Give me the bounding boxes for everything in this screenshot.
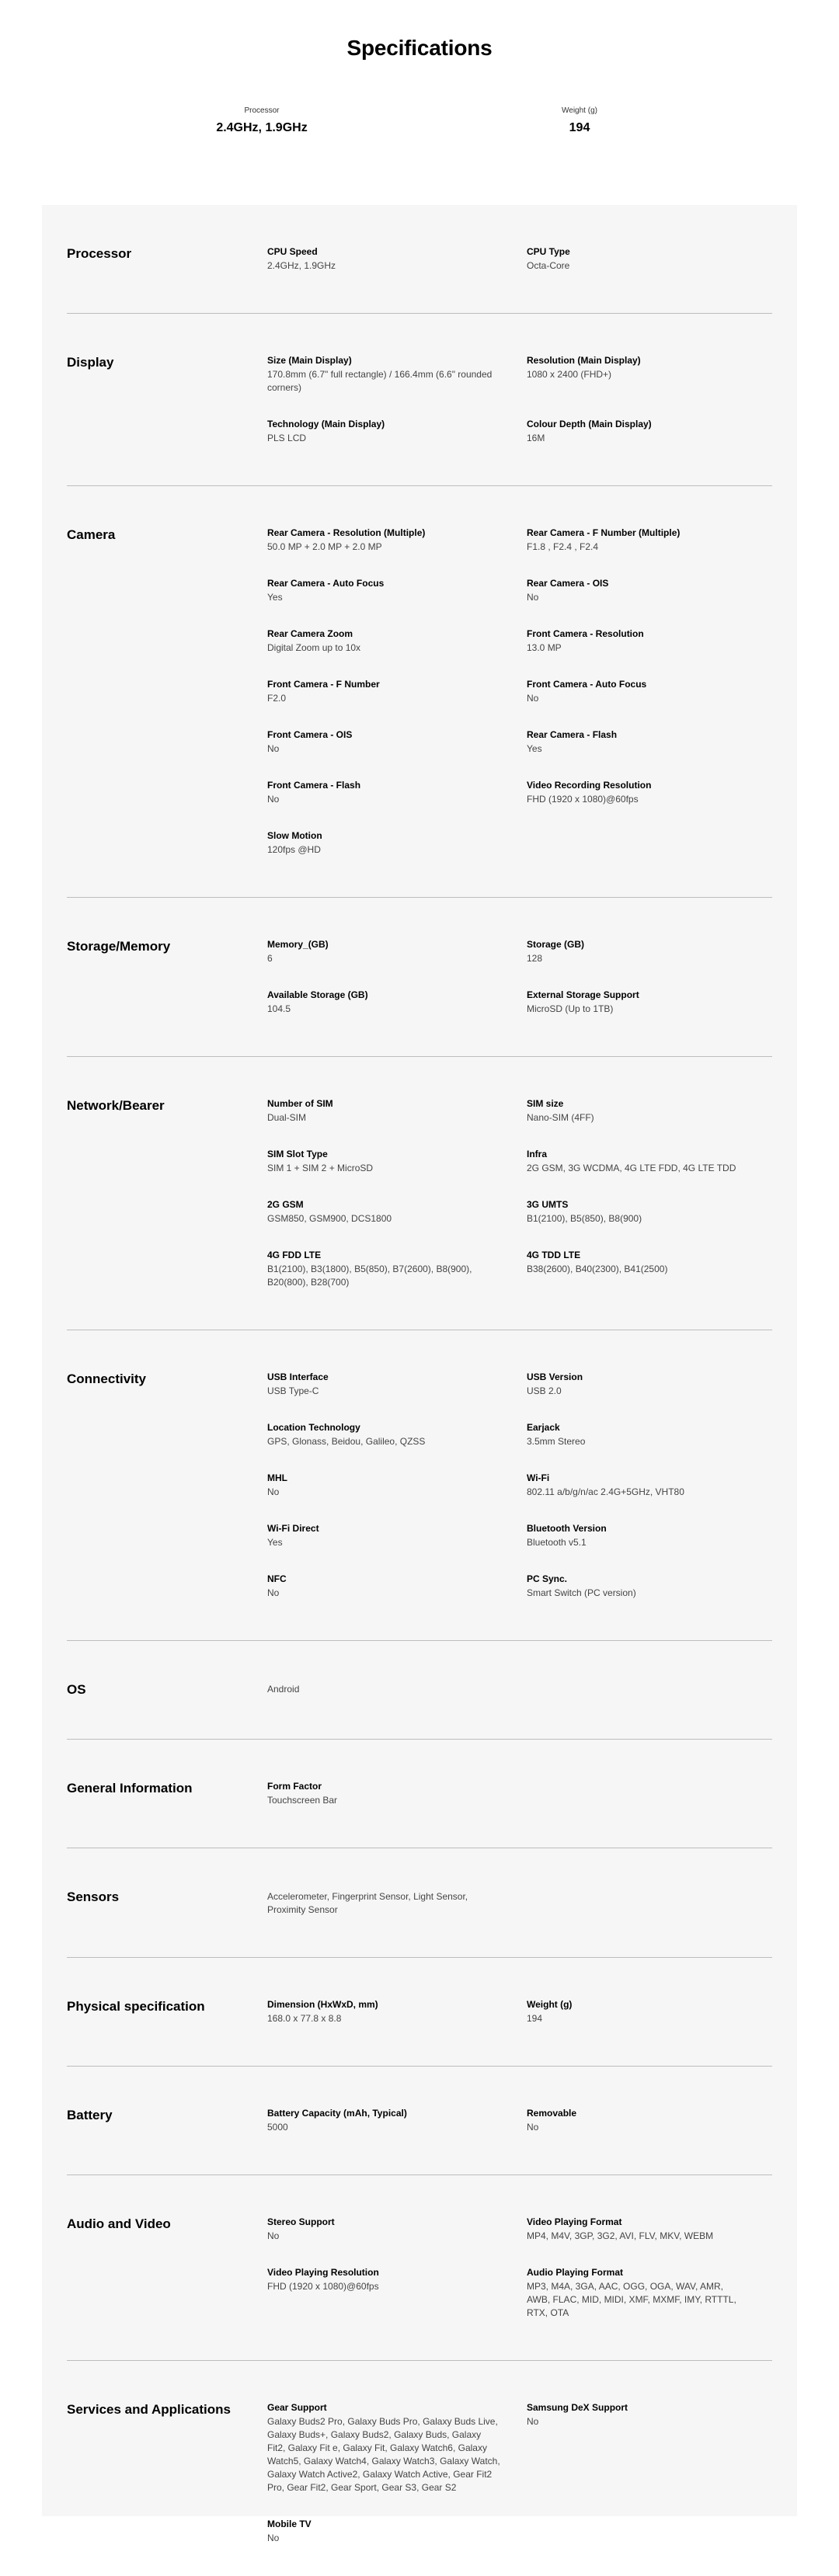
spec-label: CPU Type	[527, 246, 570, 257]
spec-section-connectivity	[67, 1330, 772, 1641]
spec-item	[267, 2518, 527, 2545]
spec-section-os	[67, 1641, 772, 1740]
spec-label: Wi-Fi	[527, 1472, 550, 1483]
section-title: Sensors	[67, 1889, 120, 1904]
spec-section-services-and-applications	[67, 2361, 772, 2576]
spec-item	[527, 2401, 772, 2494]
spec-label: USB Interface	[267, 1371, 329, 1382]
spec-label: Front Camera - Flash	[267, 780, 361, 791]
spec-label: Technology (Main Display)	[267, 419, 385, 429]
spec-item	[267, 2107, 527, 2134]
spec-label: Dimension (HxWxD, mm)	[267, 1999, 378, 2010]
spec-item	[527, 527, 772, 554]
spec-label: Video Playing Format	[527, 2216, 622, 2227]
spec-label: Battery Capacity (mAh, Typical)	[267, 2108, 407, 2119]
spec-label: USB Version	[527, 1371, 583, 1382]
spec-items	[267, 1780, 772, 1807]
spec-label: Rear Camera - F Number (Multiple)	[527, 527, 681, 538]
spec-value: 1080 x 2400 (FHD+)	[527, 369, 612, 380]
spec-item	[527, 1249, 772, 1289]
spec-value: No	[527, 592, 539, 603]
spec-value: Dual-SIM	[267, 1112, 307, 1123]
spec-label: Rear Camera - Auto Focus	[267, 578, 385, 589]
spec-value: SIM 1 + SIM 2 + MicroSD	[267, 1163, 374, 1173]
spec-label: Bluetooth Version	[527, 1523, 607, 1534]
specs-panel	[42, 205, 797, 2543]
spec-value: MicroSD (Up to 1TB)	[527, 1003, 614, 1014]
spec-item	[527, 1148, 772, 1175]
spec-label: Available Storage (GB)	[267, 989, 368, 1000]
spec-section-general-information	[67, 1740, 772, 1848]
spec-items	[267, 1681, 772, 1698]
spec-value: B1(2100), B5(850), B8(900)	[527, 1213, 642, 1224]
spec-item	[527, 779, 772, 806]
spec-item	[267, 1522, 527, 1549]
spec-item	[267, 1472, 527, 1499]
spec-label: Resolution (Main Display)	[527, 355, 641, 366]
spec-label: Colour Depth (Main Display)	[527, 419, 652, 429]
spec-item	[267, 829, 527, 857]
section-title: Camera	[67, 527, 116, 542]
spec-value: No	[267, 794, 280, 805]
spec-label: Stereo Support	[267, 2216, 335, 2227]
spec-label: 4G TDD LTE	[527, 1250, 581, 1260]
spec-label: Mobile TV	[267, 2519, 312, 2529]
spec-item	[267, 2266, 527, 2320]
spec-value: 120fps @HD	[267, 844, 321, 855]
spec-label: Earjack	[527, 1422, 560, 1433]
spec-highlights	[0, 106, 839, 160]
spec-items	[267, 2107, 772, 2134]
spec-label: Front Camera - Auto Focus	[527, 679, 647, 690]
highlight-value: 194	[569, 121, 590, 134]
spec-value: Digital Zoom up to 10x	[267, 642, 361, 653]
spec-label: Samsung DeX Support	[527, 2402, 628, 2413]
spec-value: No	[527, 693, 539, 704]
spec-value: 16M	[527, 433, 545, 443]
spec-item	[267, 1148, 527, 1175]
spec-value: Octa-Core	[527, 260, 570, 271]
spec-item	[267, 1249, 527, 1289]
spec-item	[527, 1472, 772, 1499]
spec-value: 194	[527, 2013, 543, 2024]
spec-label: NFC	[267, 1573, 287, 1584]
spec-label: SIM Slot Type	[267, 1149, 328, 1159]
spec-section-audio-and-video	[67, 2175, 772, 2361]
spec-label: PC Sync.	[527, 1573, 568, 1584]
spec-items	[267, 938, 772, 1016]
spec-value: 104.5	[267, 1003, 291, 1014]
spec-section-network-bearer	[67, 1057, 772, 1330]
spec-value: 5000	[267, 2122, 288, 2133]
section-title: Services and Applications	[67, 2402, 231, 2417]
spec-items	[267, 1097, 772, 1289]
spec-item	[527, 418, 772, 445]
spec-label: Wi-Fi Direct	[267, 1523, 319, 1534]
spec-label: Front Camera - F Number	[267, 679, 380, 690]
spec-value: F1.8 , F2.4 , F2.4	[527, 541, 599, 552]
spec-value: Android	[267, 1684, 300, 1695]
spec-label: Rear Camera Zoom	[267, 628, 353, 639]
spec-label: 4G FDD LTE	[267, 1250, 322, 1260]
spec-label: Location Technology	[267, 1422, 360, 1433]
spec-item	[267, 354, 527, 395]
spec-item	[527, 2216, 772, 2243]
spec-item	[527, 1198, 772, 1225]
spec-value: GSM850, GSM900, DCS1800	[267, 1213, 392, 1224]
section-title: Audio and Video	[67, 2216, 171, 2231]
spec-label: Rear Camera - OIS	[527, 578, 609, 589]
spec-item	[527, 1522, 772, 1549]
section-title: Storage/Memory	[67, 939, 171, 954]
spec-items	[267, 1998, 772, 2025]
spec-value: Galaxy Buds2 Pro, Galaxy Buds Pro, Galaxy Buds Live, Galaxy Buds+, Galaxy Buds2, Galaxy Buds, Galaxy Fit2, Galaxy Fit e, Galaxy Fit, Galaxy Watch6, Galaxy Watch5, Galaxy Watch4, Galaxy Watch3, Galaxy Watch, Galaxy Watch Active2, Galaxy Watch Active, Gear Fit2 Pro, Gear Fit2, Gear Sport, Gear S3, Gear S2	[267, 2416, 500, 2493]
spec-item	[267, 1998, 527, 2025]
spec-value: No	[267, 743, 280, 754]
spec-value: No	[267, 1486, 280, 1497]
spec-value: Yes	[267, 592, 283, 603]
spec-value: 2.4GHz, 1.9GHz	[267, 260, 336, 271]
spec-item	[527, 2107, 772, 2134]
spec-section-physical-specification	[67, 1958, 772, 2067]
spec-value: USB Type-C	[267, 1385, 319, 1396]
spec-section-camera	[67, 486, 772, 898]
spec-value: 802.11 a/b/g/n/ac 2.4G+5GHz, VHT80	[527, 1486, 684, 1497]
spec-value: 128	[527, 953, 543, 964]
spec-item	[267, 1097, 527, 1125]
spec-label: Rear Camera - Resolution (Multiple)	[267, 527, 426, 538]
spec-item	[527, 627, 772, 655]
spec-item	[267, 1573, 527, 1600]
spec-value: No	[527, 2122, 539, 2133]
spec-label: Audio Playing Format	[527, 2267, 624, 2278]
spec-item	[527, 354, 772, 395]
spec-section-storage-memory	[67, 898, 772, 1057]
spec-section-battery	[67, 2067, 772, 2175]
spec-item	[527, 1998, 772, 2025]
spec-items	[267, 2216, 772, 2320]
section-title: General Information	[67, 1781, 193, 1796]
spec-value: MP3, M4A, 3GA, AAC, OGG, OGA, WAV, AMR, AWB, FLAC, MID, MIDI, XMF, MXMF, IMY, RTTTL, RTX, OTA	[527, 2281, 736, 2318]
spec-item	[267, 1371, 527, 1398]
section-title: Connectivity	[67, 1371, 147, 1386]
spec-item	[527, 1573, 772, 1600]
spec-label: Size (Main Display)	[267, 355, 352, 366]
spec-item	[267, 527, 527, 554]
spec-item	[527, 245, 772, 273]
section-title: Display	[67, 355, 114, 370]
spec-item	[267, 245, 527, 273]
spec-items	[267, 527, 772, 857]
spec-value: Accelerometer, Fingerprint Sensor, Light Sensor, Proximity Sensor	[267, 1891, 468, 1915]
spec-item	[267, 728, 527, 756]
spec-item	[267, 577, 527, 604]
spec-label: Front Camera - Resolution	[527, 628, 644, 639]
spec-value: Smart Switch (PC version)	[527, 1587, 636, 1598]
highlight-weight	[479, 106, 681, 135]
spec-items	[267, 354, 772, 445]
highlight-value: 2.4GHz, 1.9GHz	[216, 121, 308, 134]
highlight-label: Weight (g)	[562, 106, 597, 115]
spec-section-processor	[67, 205, 772, 314]
spec-value: Yes	[267, 1537, 283, 1548]
spec-label: CPU Speed	[267, 246, 318, 257]
spec-item	[267, 2401, 527, 2494]
spec-label: Removable	[527, 2108, 577, 2119]
spec-items	[267, 1371, 772, 1600]
spec-value: Touchscreen Bar	[267, 1795, 338, 1806]
spec-item	[267, 418, 527, 445]
section-title: Physical specification	[67, 1999, 205, 2014]
spec-label: 3G UMTS	[527, 1199, 569, 1210]
spec-item	[527, 989, 772, 1016]
spec-value: No	[527, 2416, 539, 2427]
spec-label: Video Recording Resolution	[527, 780, 652, 791]
spec-section-display	[67, 314, 772, 486]
spec-item	[527, 1421, 772, 1448]
spec-label: Video Playing Resolution	[267, 2267, 379, 2278]
spec-item	[527, 1371, 772, 1398]
spec-label: Gear Support	[267, 2402, 327, 2413]
spec-item	[267, 1198, 527, 1225]
spec-value: 3.5mm Stereo	[527, 1436, 586, 1447]
spec-label: Slow Motion	[267, 830, 322, 841]
spec-item	[527, 678, 772, 705]
spec-item	[267, 2216, 527, 2243]
spec-value: GPS, Glonass, Beidou, Galileo, QZSS	[267, 1436, 426, 1447]
spec-item	[267, 1421, 527, 1448]
section-title: Battery	[67, 2108, 113, 2122]
spec-value: No	[267, 2533, 280, 2543]
spec-label: Number of SIM	[267, 1098, 333, 1109]
spec-item	[527, 577, 772, 604]
spec-value: MP4, M4V, 3GP, 3G2, AVI, FLV, MKV, WEBM	[527, 2230, 714, 2241]
spec-item	[267, 989, 527, 1016]
spec-value: 2G GSM, 3G WCDMA, 4G LTE FDD, 4G LTE TDD	[527, 1163, 736, 1173]
spec-value: Nano-SIM (4FF)	[527, 1112, 594, 1123]
spec-value: No	[267, 2230, 280, 2241]
spec-items	[267, 245, 772, 273]
section-title: OS	[67, 1682, 86, 1697]
spec-value: FHD (1920 x 1080)@60fps	[527, 794, 639, 805]
spec-items	[267, 2401, 772, 2545]
spec-value: 13.0 MP	[527, 642, 562, 653]
spec-label: Storage (GB)	[527, 939, 585, 950]
spec-value: Yes	[527, 743, 542, 754]
spec-item	[527, 1097, 772, 1125]
spec-item	[267, 1889, 527, 1917]
page-title: Specifications	[346, 36, 493, 60]
spec-value: B38(2600), B40(2300), B41(2500)	[527, 1264, 668, 1274]
spec-items	[267, 1889, 772, 1917]
spec-item	[267, 1780, 527, 1807]
spec-label: Rear Camera - Flash	[527, 729, 618, 740]
spec-item	[527, 2266, 772, 2320]
spec-label: Form Factor	[267, 1781, 322, 1792]
spec-value: USB 2.0	[527, 1385, 562, 1396]
spec-label: Front Camera - OIS	[267, 729, 353, 740]
spec-label: 2G GSM	[267, 1199, 304, 1210]
spec-value: 6	[267, 953, 273, 964]
spec-section-sensors	[67, 1848, 772, 1958]
section-title: Network/Bearer	[67, 1098, 165, 1113]
spec-item	[267, 1681, 527, 1696]
spec-value: PLS LCD	[267, 433, 307, 443]
spec-label: Infra	[527, 1149, 548, 1159]
spec-value: F2.0	[267, 693, 287, 704]
spec-value: No	[267, 1587, 280, 1598]
spec-value: 168.0 x 77.8 x 8.8	[267, 2013, 342, 2024]
spec-label: Weight (g)	[527, 1999, 573, 2010]
spec-value: Bluetooth v5.1	[527, 1537, 587, 1548]
spec-value: 50.0 MP + 2.0 MP + 2.0 MP	[267, 541, 382, 552]
highlight-processor	[161, 106, 363, 135]
spec-value: FHD (1920 x 1080)@60fps	[267, 2281, 379, 2292]
section-title: Processor	[67, 246, 132, 261]
spec-label: Memory_(GB)	[267, 939, 329, 950]
spec-label: SIM size	[527, 1098, 564, 1109]
spec-value: 170.8mm (6.7" full rectangle) / 166.4mm (6.6" rounded corners)	[267, 369, 493, 393]
spec-item	[267, 678, 527, 705]
spec-item	[267, 627, 527, 655]
spec-item	[267, 779, 527, 806]
spec-label: MHL	[267, 1472, 287, 1483]
spec-item	[527, 938, 772, 965]
highlight-label: Processor	[244, 106, 280, 115]
spec-item	[267, 938, 527, 965]
spec-item	[527, 728, 772, 756]
spec-label: External Storage Support	[527, 989, 639, 1000]
spec-value: B1(2100), B3(1800), B5(850), B7(2600), B8(900), B20(800), B28(700)	[267, 1264, 472, 1288]
